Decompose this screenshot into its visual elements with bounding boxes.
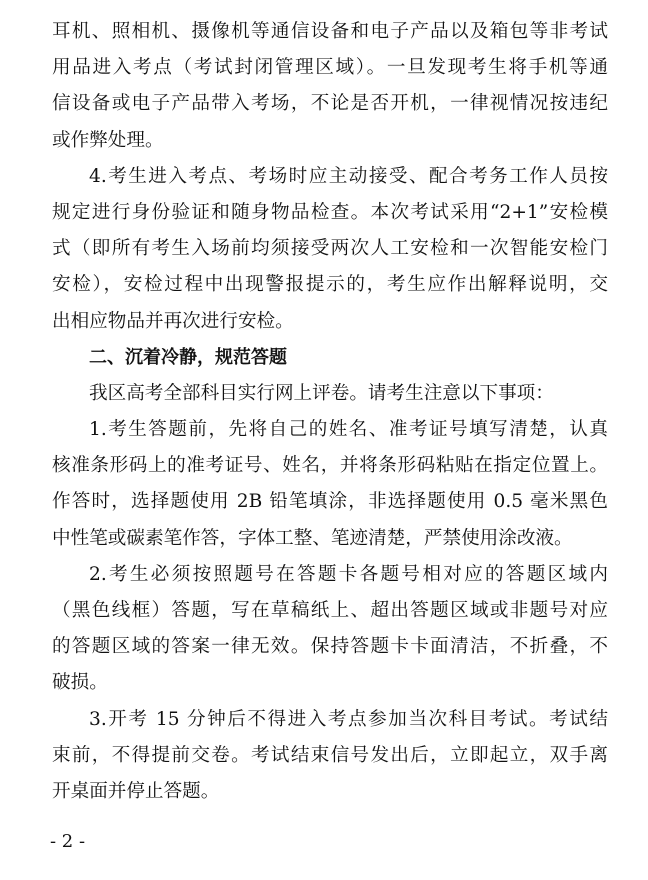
text-line: 信设备或电子产品带入考场，不论是否开机，一律视情况按违纪 <box>52 93 608 115</box>
text-line: 安检），安检过程中出现警报提示的，考生应作出解释说明，交 <box>52 274 608 296</box>
text-line: 式（即所有考生入场前均须接受两次人工安检和一次智能安检门 <box>52 238 608 260</box>
document-body <box>52 14 608 810</box>
text-line: 中性笔或碳素笔作答，字体工整、笔迹清楚，严禁使用涂改液。 <box>52 527 573 549</box>
text-line: 出相应物品并再次进行安检。 <box>52 310 294 332</box>
text-line: 2.考生必须按照题号在答题卡各题号相对应的答题区域内 <box>89 563 608 585</box>
text-line: （黑色线框）答题，写在草稿纸上、超出答题区域或非题号对应 <box>52 600 608 621</box>
page-number: - 2 - <box>50 831 86 852</box>
text-line: 1.考生答题前，先将自己的姓名、准考证号填写清楚，认真 <box>89 419 608 441</box>
text-line: 规定进行身份验证和随身物品检查。本次考试采用“2+1”安检模 <box>52 201 608 223</box>
text-line: 4.考生进入考点、考场时应主动接受、配合考务工作人员按 <box>89 165 608 187</box>
text-line: 开桌面并停止答题。 <box>52 780 220 802</box>
text-line: 核准条形码上的准考证号、姓名，并将条形码粘贴在指定位置上。 <box>52 455 608 477</box>
text-line: 3.开考 15 分钟后不得进入考点参加当次科目考试。考试结 <box>89 708 608 730</box>
text-line: 或作弊处理。 <box>52 129 164 151</box>
text-line: 我区高考全部科目实行网上评卷。请考生注意以下事项： <box>89 382 554 404</box>
text-line: 用品进入考点（考试封闭管理区域）。一旦发现考生将手机等通 <box>52 57 608 79</box>
text-line: 破损。 <box>52 672 108 694</box>
text-line: 束前，不得提前交卷。考试结束信号发出后，立即起立，双手离 <box>52 744 608 766</box>
section-heading: 二、沉着冷静，规范答题 <box>89 346 287 368</box>
text-line: 作答时，选择题使用 2B 铅笔填涂，非选择题使用 0.5 毫米黑色 <box>52 491 608 513</box>
text-line: 耳机、照相机、摄像机等通信设备和电子产品以及箱包等非考试 <box>52 21 608 42</box>
text-line: 的答题区域的答案一律无效。保持答题卡卡面清洁，不折叠，不 <box>52 636 608 658</box>
